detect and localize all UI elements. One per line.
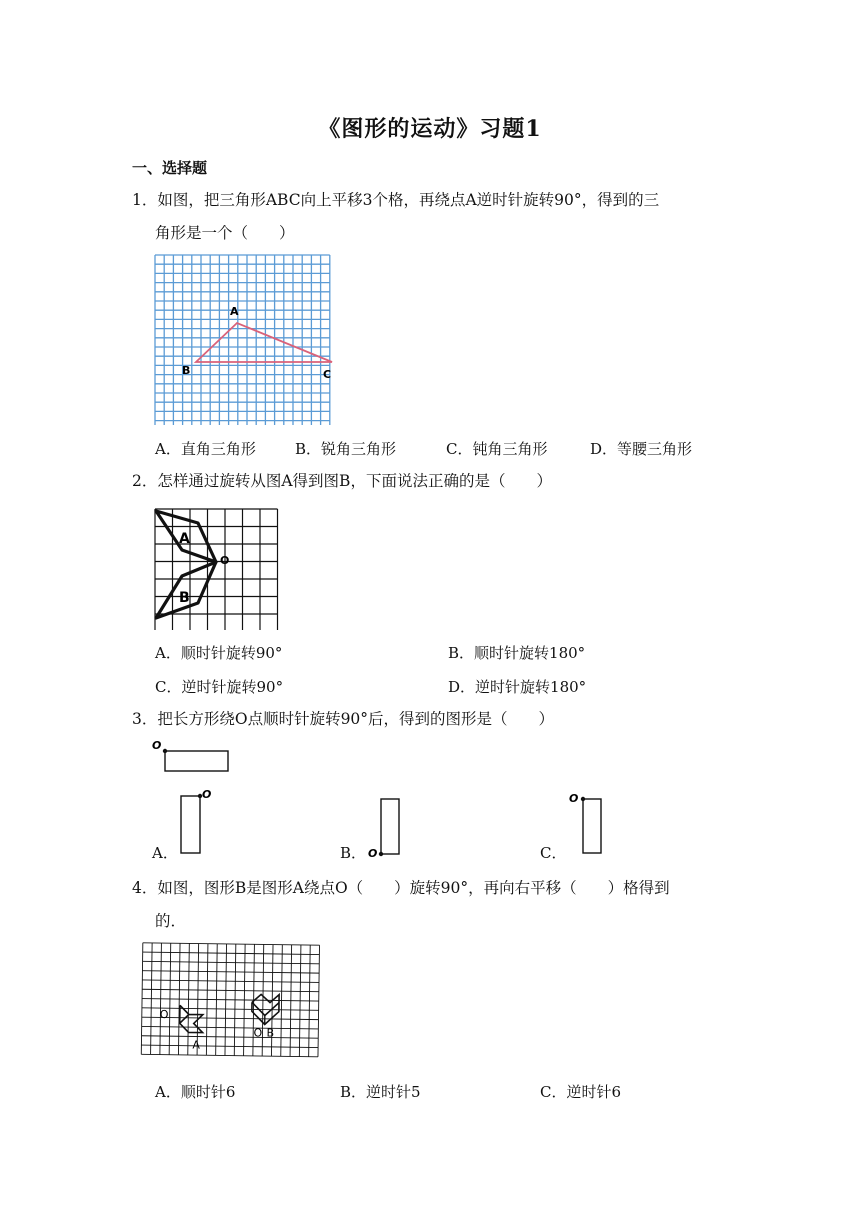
- grid-line: [143, 943, 320, 945]
- q3-option-a-figure[interactable]: [172, 786, 217, 858]
- label-a: A: [179, 531, 190, 547]
- q2-option-a[interactable]: A．顺时针旋转90°: [155, 644, 283, 662]
- q3-option-c-figure[interactable]: [566, 790, 611, 858]
- grid-line: [142, 980, 319, 982]
- q4-option-c[interactable]: C．逆时针6: [540, 1083, 622, 1101]
- label-o: O: [368, 847, 378, 860]
- q3-option-a[interactable]: A．: [152, 844, 178, 862]
- q1-grid: [155, 255, 330, 425]
- shape-a: [180, 1005, 203, 1032]
- grid-line: [142, 1026, 319, 1028]
- grid-line: [142, 971, 319, 973]
- grid-line: [143, 961, 320, 963]
- label-o-b: O: [253, 1026, 263, 1040]
- q4-grid-figure: [136, 938, 326, 1068]
- label-o: O: [569, 792, 579, 805]
- q4-grid: [141, 943, 319, 1057]
- label-a: A: [192, 1038, 201, 1052]
- grid-line: [141, 1054, 318, 1056]
- label-b: B: [179, 590, 190, 606]
- label-o: O: [220, 554, 230, 567]
- q4-option-b[interactable]: B．逆时针5: [340, 1083, 421, 1101]
- q2-grid-figure: [150, 505, 285, 630]
- q3-original-rectangle: [148, 736, 238, 776]
- label-c: C: [323, 368, 332, 381]
- label-o: O: [152, 739, 162, 752]
- q1-stem-line2: 角形是一个（ ）: [155, 224, 295, 242]
- grid-line: [143, 952, 320, 954]
- q4-option-a[interactable]: A．顺时针6: [155, 1083, 236, 1101]
- grid-line: [142, 989, 319, 991]
- grid-line: [141, 1045, 318, 1047]
- q2-option-b[interactable]: B．顺时针旋转180°: [448, 644, 586, 662]
- grid-line: [142, 1036, 319, 1038]
- q1-option-a[interactable]: A．直角三角形: [155, 440, 256, 458]
- q1-grid-figure: [150, 250, 340, 425]
- section-heading: 一、选择题: [132, 159, 208, 177]
- label-a: A: [230, 305, 239, 318]
- label-o-a: O: [159, 1008, 169, 1022]
- q1-option-d[interactable]: D．等腰三角形: [590, 440, 693, 458]
- label-b: B: [182, 364, 191, 377]
- q2-option-c[interactable]: C．逆时针旋转90°: [155, 678, 284, 696]
- q4-stem-line2: 的．: [155, 912, 187, 930]
- q2-stem-line1: 2．怎样通过旋转从图A得到图B，下面说法正确的是（ ）: [132, 472, 552, 490]
- q1-stem-line1: 1．如图，把三角形ABC向上平移3个格，再绕点A逆时针旋转90°，得到的三: [132, 191, 660, 209]
- label-o: O: [202, 788, 212, 801]
- label-b: B: [266, 1026, 275, 1040]
- q1-option-c[interactable]: C．钝角三角形: [446, 440, 548, 458]
- q3-option-c[interactable]: C．: [540, 844, 567, 862]
- grid-line: [142, 999, 319, 1001]
- q3-stem-line1: 3．把长方形绕O点顺时针旋转90°后，得到的图形是（ ）: [132, 710, 555, 728]
- q2-option-d[interactable]: D．逆时针旋转180°: [448, 678, 587, 696]
- q3-option-b[interactable]: B．: [340, 844, 367, 862]
- q3-option-b-figure[interactable]: [364, 794, 409, 860]
- q1-option-b[interactable]: B．锐角三角形: [295, 440, 397, 458]
- page-title: 《图形的运动》习题1: [318, 116, 542, 142]
- q4-stem-line1: 4．如图，图形B是图形A绕点O（ ）旋转90°，再向右平移（ ）格得到: [132, 879, 670, 897]
